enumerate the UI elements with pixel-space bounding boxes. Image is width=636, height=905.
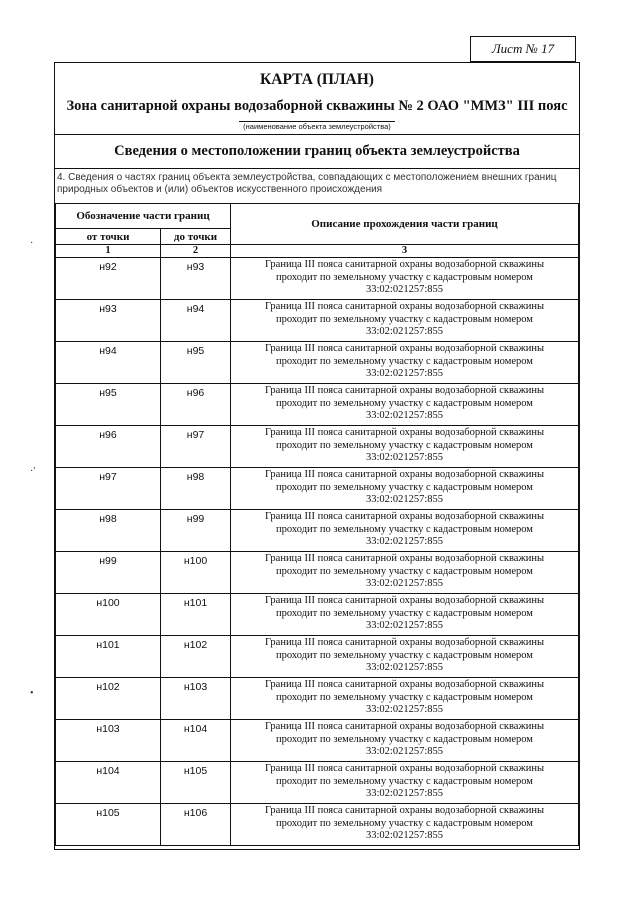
description-line: проходит по земельному участку с кадастровым номером: [276, 607, 533, 619]
table-row: [56, 804, 579, 846]
description-cell: [231, 426, 579, 468]
map-title: КАРТА (ПЛАН): [260, 71, 374, 88]
description-line: Граница III пояса санитарной охраны водозаборной скважины: [265, 763, 545, 774]
from-point-cell: н102: [56, 678, 161, 720]
to-point-cell: н103: [161, 678, 231, 720]
to-point-cell: н106: [161, 804, 231, 846]
boundary-table: [55, 203, 579, 846]
scan-speck: •: [30, 688, 34, 699]
from-point-cell: н95: [56, 384, 161, 426]
description-cell: [231, 762, 579, 804]
from-point-cell: н97: [56, 468, 161, 510]
scan-speck: ·: [30, 238, 34, 249]
map-header: [55, 63, 579, 135]
description-line: Граница III пояса санитарной охраны водозаборной скважины: [265, 343, 545, 354]
header-to-point: до точки: [161, 229, 231, 245]
table-row: [56, 552, 579, 594]
to-point-cell: н100: [161, 552, 231, 594]
description-line: 33:02:021257:855: [366, 326, 444, 337]
description-line: проходит по земельному участку с кадастровым номером: [276, 355, 533, 367]
description-line: 33:02:021257:855: [366, 452, 444, 463]
description-cell: [231, 468, 579, 510]
description-cell: [231, 636, 579, 678]
description-line: 33:02:021257:855: [366, 830, 444, 841]
from-point-cell: н99: [56, 552, 161, 594]
from-point-cell: н100: [56, 594, 161, 636]
description-line: проходит по земельному участку с кадастровым номером: [276, 691, 533, 703]
to-point-cell: н95: [161, 342, 231, 384]
header-parts: Обозначение части границ: [56, 204, 231, 229]
description-line: Граница III пояса санитарной охраны водозаборной скважины: [265, 595, 545, 606]
description-line: Граница III пояса санитарной охраны водозаборной скважины: [265, 301, 545, 312]
table-row: [56, 300, 579, 342]
description-line: проходит по земельному участку с кадастровым номером: [276, 817, 533, 829]
from-point-cell: н93: [56, 300, 161, 342]
header-description: Описание прохождения части границ: [231, 204, 579, 245]
description-line: проходит по земельному участку с кадастровым номером: [276, 565, 533, 577]
to-point-cell: н97: [161, 426, 231, 468]
from-point-cell: н94: [56, 342, 161, 384]
to-point-cell: н105: [161, 762, 231, 804]
description-line: проходит по земельному участку с кадастровым номером: [276, 481, 533, 493]
description-cell: [231, 300, 579, 342]
column-index-3: 3: [231, 245, 579, 258]
description-line: проходит по земельному участку с кадастровым номером: [276, 397, 533, 409]
section-note: 4. Сведения о частях границ объекта землеустройства, совпадающих с местоположением внешних границ природных объектов и (или) объектов искусственного происхождения: [57, 172, 557, 195]
description-line: Граница III пояса санитарной охраны водозаборной скважины: [265, 805, 545, 816]
table-row: [56, 510, 579, 552]
description-line: проходит по земельному участку с кадастровым номером: [276, 313, 533, 325]
object-caption: [55, 122, 579, 131]
description-cell: [231, 678, 579, 720]
description-line: Граница III пояса санитарной охраны водозаборной скважины: [265, 511, 545, 522]
to-point-cell: н98: [161, 468, 231, 510]
table-row: [56, 594, 579, 636]
description-cell: [231, 804, 579, 846]
description-cell: [231, 258, 579, 300]
description-line: проходит по земельному участку с кадастровым номером: [276, 649, 533, 661]
description-cell: [231, 510, 579, 552]
table-row: [56, 720, 579, 762]
description-line: 33:02:021257:855: [366, 704, 444, 715]
scan-speck: ·': [30, 466, 36, 477]
description-line: Граница III пояса санитарной охраны водозаборной скважины: [265, 469, 545, 480]
to-point-cell: н96: [161, 384, 231, 426]
table-row: [56, 636, 579, 678]
description-cell: [231, 342, 579, 384]
zone-title: Зона санитарной охраны водозаборной скважины № 2 ОАО "ММЗ" III пояс: [66, 98, 568, 114]
from-point-cell: н101: [56, 636, 161, 678]
description-line: 33:02:021257:855: [366, 284, 444, 295]
description-cell: [231, 384, 579, 426]
description-line: Граница III пояса санитарной охраны водозаборной скважины: [265, 637, 545, 648]
description-line: Граница III пояса санитарной охраны водозаборной скважины: [265, 427, 545, 438]
description-line: 33:02:021257:855: [366, 788, 444, 799]
table-row: [56, 426, 579, 468]
description-cell: [231, 552, 579, 594]
table-row: [56, 342, 579, 384]
to-point-cell: н93: [161, 258, 231, 300]
from-point-cell: н103: [56, 720, 161, 762]
description-cell: [231, 594, 579, 636]
from-point-cell: н96: [56, 426, 161, 468]
from-point-cell: н104: [56, 762, 161, 804]
description-line: проходит по земельному участку с кадастровым номером: [276, 733, 533, 745]
description-line: 33:02:021257:855: [366, 746, 444, 757]
description-line: 33:02:021257:855: [366, 368, 444, 379]
to-point-cell: н102: [161, 636, 231, 678]
from-point-cell: н92: [56, 258, 161, 300]
description-line: 33:02:021257:855: [366, 578, 444, 589]
description-line: проходит по земельному участку с кадастровым номером: [276, 439, 533, 451]
description-cell: [231, 720, 579, 762]
column-index-1: 1: [56, 245, 161, 258]
table-row: [56, 384, 579, 426]
description-line: Граница III пояса санитарной охраны водозаборной скважины: [265, 553, 545, 564]
document-frame: [54, 62, 580, 850]
from-point-cell: н98: [56, 510, 161, 552]
table-row: [56, 258, 579, 300]
description-line: проходит по земельному участку с кадастровым номером: [276, 271, 533, 283]
to-point-cell: н99: [161, 510, 231, 552]
table-row: [56, 468, 579, 510]
description-line: 33:02:021257:855: [366, 410, 444, 421]
description-line: проходит по земельному участку с кадастровым номером: [276, 523, 533, 535]
section-title: Сведения о местоположении границ объекта землеустройства: [55, 135, 579, 169]
to-point-cell: н101: [161, 594, 231, 636]
description-line: 33:02:021257:855: [366, 494, 444, 505]
table-row: [56, 762, 579, 804]
description-line: Граница III пояса санитарной охраны водозаборной скважины: [265, 679, 545, 690]
to-point-cell: н94: [161, 300, 231, 342]
sheet-number: Лист № 17: [470, 36, 576, 62]
description-line: 33:02:021257:855: [366, 620, 444, 631]
description-line: проходит по земельному участку с кадастровым номером: [276, 775, 533, 787]
header-from-point: от точки: [56, 229, 161, 245]
description-line: 33:02:021257:855: [366, 662, 444, 673]
description-line: Граница III пояса санитарной охраны водозаборной скважины: [265, 259, 545, 270]
description-line: Граница III пояса санитарной охраны водозаборной скважины: [265, 721, 545, 732]
table-row: [56, 678, 579, 720]
description-line: 33:02:021257:855: [366, 536, 444, 547]
from-point-cell: н105: [56, 804, 161, 846]
to-point-cell: н104: [161, 720, 231, 762]
description-line: Граница III пояса санитарной охраны водозаборной скважины: [265, 385, 545, 396]
object-caption-text: (наименование объекта землеустройства): [239, 121, 395, 131]
column-index-2: 2: [161, 245, 231, 258]
